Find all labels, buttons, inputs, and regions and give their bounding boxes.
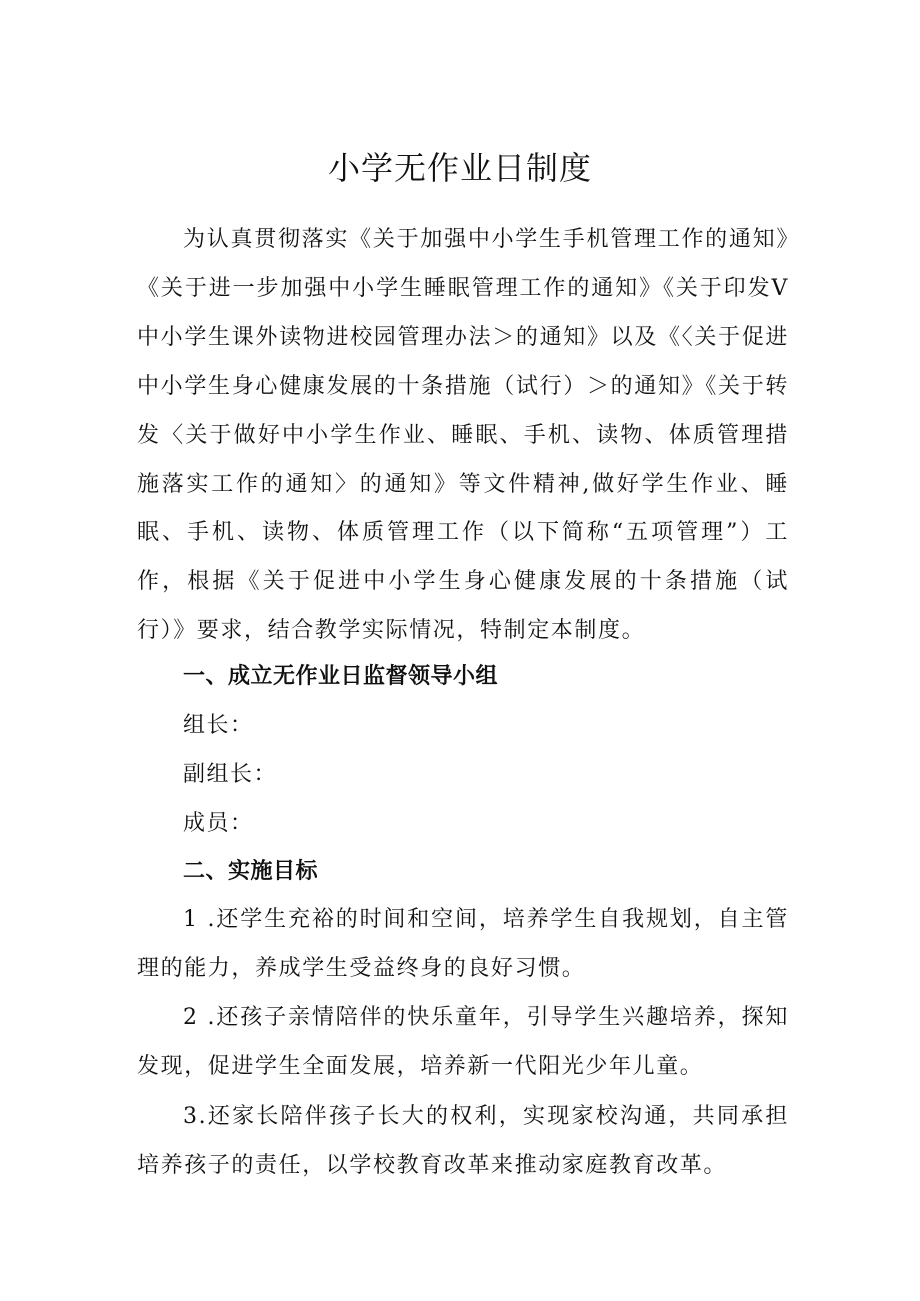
deputy-leader-label: 副组长： [183,762,278,787]
goal-item-3: 3.还家长陪伴孩子长大的权利，实现家校沟通，共同承担培养孩子的责任，以学校教育改革来推动家庭教育改革。 [137,1104,789,1178]
goal-item-1: 1 .还学生充裕的时间和空间，培养学生自我规划，自主管理的能力，养成学生受益终身的良好习惯。 [137,907,789,981]
intro-paragraph: 为认真贯彻落实《关于加强中小学生手机管理工作的通知》《关于进一步加强中小学生睡眠管理工作的通知》《关于印发V中小学生课外读物进校园管理办法＞的通知》以及《〈关于促进中小学生身心健康发展的十条措施（试行）＞的通知》《关于转发〈关于做好中小学生作业、睡眠、手机、读物、体质管理措施落实工作的通知〉的通知》等文件精神,做好学生作业、睡眠、手机、读物、体质管理工作（以下简称“五项管理”）工作，根据《关于促进中小学生身心健康发展的十条措施（试行）》要求，结合教学实际情况，特制定本制度。 [137,227,789,644]
section1-heading: 一、成立无作业日监督领导小组 [183,664,499,689]
document-title: 小学无作业日制度 [327,149,592,187]
section2-heading: 二、实施目标 [183,859,319,884]
members-label: 成员： [183,811,254,836]
group-leader-label: 组长： [183,713,254,738]
goal-item-2: 2 .还孩子亲情陪伴的快乐童年，引导学生兴趣培养，探知发现，促进学生全面发展，培养新一代阳光少年儿童。 [137,1005,789,1079]
